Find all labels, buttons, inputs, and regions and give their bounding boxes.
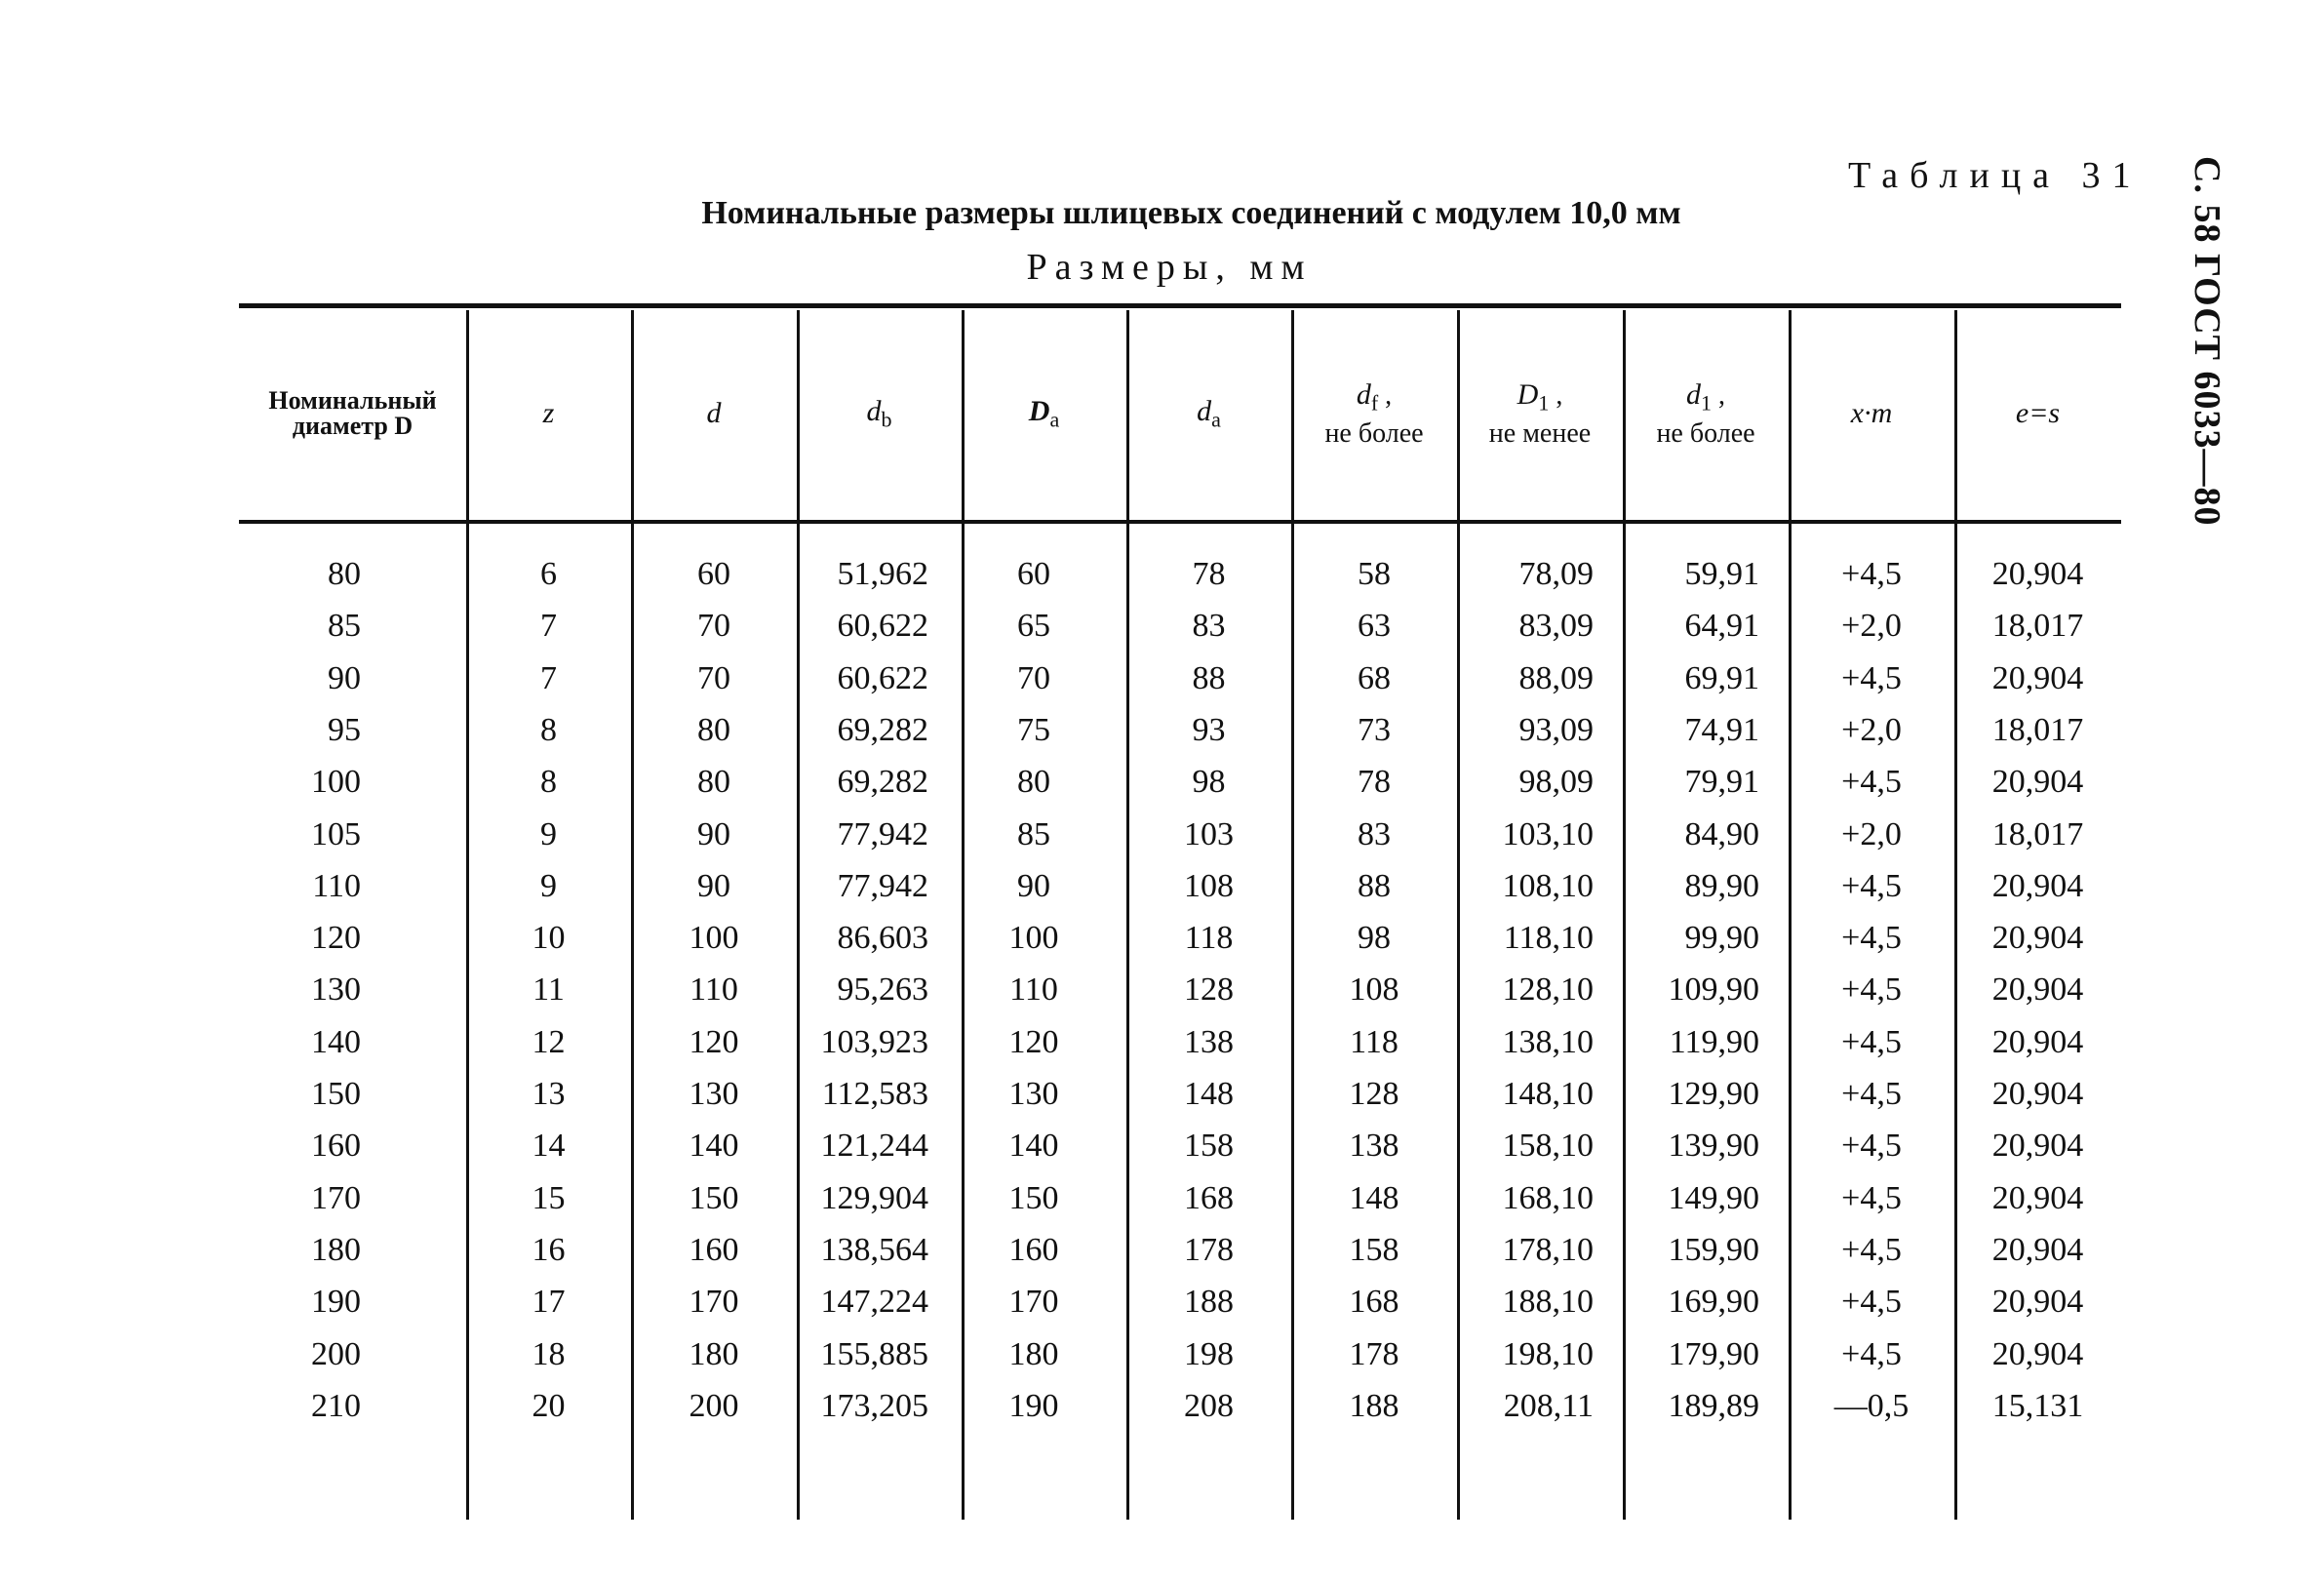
cell-d: 60 — [697, 556, 730, 592]
header-D1-note: не менее — [1488, 418, 1592, 450]
cell-es: 20,904 — [1991, 1024, 2084, 1060]
cell-d: 180 — [689, 1336, 739, 1372]
table-row — [0, 809, 2324, 861]
cell-z: 15 — [532, 1180, 566, 1216]
cell-da: 118 — [1184, 920, 1234, 956]
header-es-label: e=s — [2015, 397, 2061, 430]
header-z-label: z — [542, 397, 555, 430]
cell-d1: 74,91 — [1684, 712, 1759, 748]
header-db-subscript: b — [881, 408, 892, 433]
table-row — [0, 1380, 2324, 1433]
cell-df: 188 — [1349, 1388, 1399, 1424]
cell-db: 103,923 — [820, 1024, 928, 1060]
cell-nominal-diameter: 120 — [311, 920, 361, 956]
cell-da: 158 — [1184, 1128, 1234, 1164]
cell-D1: 78,09 — [1518, 556, 1594, 592]
header-d1 — [1623, 310, 1789, 517]
cell-df: 63 — [1358, 608, 1391, 644]
cell-Da: 65 — [1017, 608, 1050, 644]
cell-z: 7 — [540, 660, 557, 696]
cell-d: 80 — [697, 712, 730, 748]
cell-nominal-diameter: 105 — [311, 816, 361, 852]
table-subtitle: Размеры, мм — [1026, 247, 1313, 288]
cell-d1: 64,91 — [1684, 608, 1759, 644]
cell-df: 68 — [1358, 660, 1391, 696]
cell-Da: 75 — [1017, 712, 1050, 748]
table-header-rule — [239, 520, 2121, 524]
cell-d: 90 — [697, 816, 730, 852]
cell-Da: 90 — [1017, 868, 1050, 904]
table-row — [0, 1016, 2324, 1069]
cell-z: 17 — [532, 1284, 566, 1320]
cell-d1: 189,89 — [1668, 1388, 1759, 1424]
cell-da: 138 — [1184, 1024, 1234, 1060]
header-d1-comma: , — [1718, 379, 1725, 411]
header-db — [797, 310, 962, 517]
cell-d: 100 — [689, 920, 739, 956]
header-df-symbol: d — [1356, 377, 1371, 411]
cell-d1: 159,90 — [1668, 1232, 1759, 1268]
cell-da: 128 — [1184, 971, 1234, 1008]
cell-es: 20,904 — [1991, 1284, 2084, 1320]
cell-nominal-diameter: 140 — [311, 1024, 361, 1060]
cell-da: 168 — [1184, 1180, 1234, 1216]
cell-xm: +2,0 — [1841, 608, 1902, 644]
header-db-symbol: d — [866, 395, 882, 428]
cell-nominal-diameter: 95 — [328, 712, 361, 748]
cell-db: 86,603 — [837, 920, 928, 956]
cell-es: 15,131 — [1991, 1388, 2084, 1424]
cell-nominal-diameter: 110 — [312, 868, 361, 904]
cell-xm: +4,5 — [1841, 764, 1902, 800]
cell-nominal-diameter: 180 — [311, 1232, 361, 1268]
cell-d: 170 — [689, 1284, 739, 1320]
cell-xm: +4,5 — [1841, 1336, 1902, 1372]
cell-xm: +2,0 — [1841, 816, 1902, 852]
cell-Da: 150 — [1008, 1180, 1059, 1216]
header-es — [1954, 310, 2121, 517]
cell-z: 11 — [532, 971, 565, 1008]
cell-xm: +4,5 — [1841, 1076, 1902, 1112]
cell-xm: +4,5 — [1841, 868, 1902, 904]
cell-es: 20,904 — [1991, 1180, 2084, 1216]
page-side-header-text: С. 58 ГОСТ 6033—80 — [2186, 156, 2227, 527]
cell-df: 158 — [1349, 1232, 1399, 1268]
cell-Da: 120 — [1008, 1024, 1059, 1060]
cell-d: 120 — [689, 1024, 739, 1060]
table-row — [0, 860, 2324, 913]
table-row — [0, 653, 2324, 705]
cell-z: 14 — [532, 1128, 566, 1164]
cell-es: 20,904 — [1991, 1128, 2084, 1164]
table-row — [0, 1172, 2324, 1225]
cell-Da: 190 — [1008, 1388, 1059, 1424]
cell-D1: 138,10 — [1502, 1024, 1594, 1060]
cell-D1: 148,10 — [1502, 1076, 1594, 1112]
cell-nominal-diameter: 170 — [311, 1180, 361, 1216]
cell-nominal-diameter: 190 — [311, 1284, 361, 1320]
header-D1 — [1457, 310, 1623, 517]
cell-df: 128 — [1349, 1076, 1399, 1112]
cell-D1: 98,09 — [1518, 764, 1594, 800]
cell-z: 20 — [532, 1388, 566, 1424]
cell-xm: +4,5 — [1841, 1284, 1902, 1320]
cell-es: 18,017 — [1991, 608, 2084, 644]
cell-xm: +4,5 — [1841, 1024, 1902, 1060]
header-d-label: d — [706, 397, 722, 430]
cell-da: 178 — [1184, 1232, 1234, 1268]
cell-d: 200 — [689, 1388, 739, 1424]
cell-db: 147,224 — [820, 1284, 928, 1320]
cell-d1: 169,90 — [1668, 1284, 1759, 1320]
cell-df: 148 — [1349, 1180, 1399, 1216]
cell-da: 98 — [1192, 764, 1226, 800]
table-row — [0, 1276, 2324, 1328]
cell-db: 173,205 — [820, 1388, 928, 1424]
header-nominal-diameter-line1: Номинальный — [268, 386, 437, 415]
header-D1-subscript: 1 — [1538, 390, 1550, 416]
header-D1-comma: , — [1556, 379, 1563, 411]
header-d1-symbol: d — [1686, 377, 1701, 411]
cell-es: 20,904 — [1991, 1336, 2084, 1372]
header-df-subscript: f — [1370, 390, 1379, 416]
cell-da: 148 — [1184, 1076, 1234, 1112]
header-Da-subscript: a — [1049, 408, 1060, 433]
cell-z: 9 — [540, 816, 557, 852]
cell-d: 90 — [697, 868, 730, 904]
cell-es: 20,904 — [1991, 1232, 2084, 1268]
table-row — [0, 964, 2324, 1016]
cell-es: 20,904 — [1991, 764, 2084, 800]
cell-d: 70 — [697, 660, 730, 696]
cell-xm: +4,5 — [1841, 1232, 1902, 1268]
cell-db: 51,962 — [837, 556, 928, 592]
header-nominal-diameter — [239, 310, 466, 517]
table-row — [0, 1120, 2324, 1172]
cell-Da: 60 — [1017, 556, 1050, 592]
cell-nominal-diameter: 85 — [328, 608, 361, 644]
table-row — [0, 600, 2324, 653]
header-da — [1126, 310, 1291, 517]
cell-D1: 208,11 — [1503, 1388, 1594, 1424]
cell-da: 78 — [1192, 556, 1226, 592]
header-xm — [1789, 310, 1954, 517]
cell-db: 77,942 — [837, 816, 928, 852]
cell-nominal-diameter: 150 — [311, 1076, 361, 1112]
cell-d: 80 — [697, 764, 730, 800]
cell-df: 83 — [1358, 816, 1391, 852]
cell-d1: 89,90 — [1684, 868, 1759, 904]
cell-df: 88 — [1358, 868, 1391, 904]
header-d — [631, 310, 797, 517]
cell-nominal-diameter: 160 — [311, 1128, 361, 1164]
cell-da: 198 — [1184, 1336, 1234, 1372]
cell-es: 20,904 — [1991, 971, 2084, 1008]
header-d1-note: не более — [1656, 418, 1755, 450]
cell-xm: +4,5 — [1841, 660, 1902, 696]
cell-Da: 180 — [1008, 1336, 1059, 1372]
cell-Da: 170 — [1008, 1284, 1059, 1320]
cell-Da: 80 — [1017, 764, 1050, 800]
cell-Da: 140 — [1008, 1128, 1059, 1164]
cell-d: 110 — [689, 971, 738, 1008]
cell-z: 6 — [540, 556, 557, 592]
header-D1-symbol: D — [1517, 377, 1539, 411]
cell-df: 108 — [1349, 971, 1399, 1008]
cell-d: 70 — [697, 608, 730, 644]
cell-da: 108 — [1184, 868, 1234, 904]
cell-db: 69,282 — [837, 712, 928, 748]
cell-df: 78 — [1358, 764, 1391, 800]
table-row — [0, 1068, 2324, 1121]
table-row — [0, 1224, 2324, 1277]
header-xm-label: x·m — [1850, 397, 1893, 430]
cell-xm: +4,5 — [1841, 920, 1902, 956]
cell-es: 20,904 — [1991, 660, 2084, 696]
cell-nominal-diameter: 100 — [311, 764, 361, 800]
cell-df: 168 — [1349, 1284, 1399, 1320]
cell-db: 95,263 — [837, 971, 928, 1008]
cell-da: 103 — [1184, 816, 1234, 852]
table-row — [0, 548, 2324, 601]
cell-db: 60,622 — [837, 608, 928, 644]
cell-Da: 70 — [1017, 660, 1050, 696]
cell-d1: 179,90 — [1668, 1336, 1759, 1372]
cell-z: 18 — [532, 1336, 566, 1372]
cell-D1: 168,10 — [1502, 1180, 1594, 1216]
cell-Da: 100 — [1008, 920, 1059, 956]
cell-df: 98 — [1358, 920, 1391, 956]
cell-xm: +2,0 — [1841, 712, 1902, 748]
cell-xm: —0,5 — [1833, 1388, 1910, 1424]
table-row — [0, 1328, 2324, 1381]
header-z — [466, 310, 631, 517]
cell-db: 77,942 — [837, 868, 928, 904]
cell-z: 8 — [540, 764, 557, 800]
cell-Da: 130 — [1008, 1076, 1059, 1112]
header-Da — [962, 310, 1126, 517]
cell-da: 88 — [1192, 660, 1226, 696]
cell-db: 121,244 — [820, 1128, 928, 1164]
cell-nominal-diameter: 80 — [328, 556, 361, 592]
cell-d: 130 — [689, 1076, 739, 1112]
cell-Da: 110 — [1009, 971, 1058, 1008]
cell-z: 7 — [540, 608, 557, 644]
cell-d1: 119,90 — [1669, 1024, 1759, 1060]
cell-D1: 103,10 — [1502, 816, 1594, 852]
cell-d1: 59,91 — [1684, 556, 1759, 592]
table-title: Номинальные размеры шлицевых соединений с модулем 10,0 мм — [701, 195, 1681, 231]
cell-db: 69,282 — [837, 764, 928, 800]
cell-d: 150 — [689, 1180, 739, 1216]
cell-db: 60,622 — [837, 660, 928, 696]
cell-es: 20,904 — [1991, 920, 2084, 956]
cell-z: 9 — [540, 868, 557, 904]
cell-D1: 178,10 — [1502, 1232, 1594, 1268]
cell-db: 112,583 — [821, 1076, 928, 1112]
cell-D1: 83,09 — [1518, 608, 1594, 644]
cell-es: 20,904 — [1991, 868, 2084, 904]
cell-da: 93 — [1192, 712, 1226, 748]
cell-z: 13 — [532, 1076, 566, 1112]
table-row — [0, 756, 2324, 809]
cell-es: 20,904 — [1991, 556, 2084, 592]
cell-es: 18,017 — [1991, 712, 2084, 748]
header-df-comma: , — [1385, 379, 1393, 411]
cell-d: 160 — [689, 1232, 739, 1268]
header-d1-subscript: 1 — [1701, 390, 1712, 416]
cell-db: 138,564 — [820, 1232, 928, 1268]
cell-es: 20,904 — [1991, 1076, 2084, 1112]
cell-D1: 158,10 — [1502, 1128, 1594, 1164]
table-number-label: Таблица 31 — [1848, 155, 2143, 196]
cell-nominal-diameter: 90 — [328, 660, 361, 696]
cell-db: 155,885 — [820, 1336, 928, 1372]
cell-df: 178 — [1349, 1336, 1399, 1372]
header-df — [1291, 310, 1457, 517]
header-da-subscript: a — [1211, 408, 1221, 433]
cell-d1: 129,90 — [1668, 1076, 1759, 1112]
cell-d: 140 — [689, 1128, 739, 1164]
cell-da: 188 — [1184, 1284, 1234, 1320]
cell-z: 16 — [532, 1232, 566, 1268]
cell-xm: +4,5 — [1841, 556, 1902, 592]
cell-da: 83 — [1192, 608, 1226, 644]
cell-xm: +4,5 — [1841, 971, 1902, 1008]
cell-nominal-diameter: 200 — [311, 1336, 361, 1372]
cell-D1: 118,10 — [1503, 920, 1594, 956]
cell-d1: 109,90 — [1668, 971, 1759, 1008]
header-df-note: не более — [1324, 418, 1424, 450]
cell-D1: 93,09 — [1518, 712, 1594, 748]
cell-Da: 160 — [1008, 1232, 1059, 1268]
cell-xm: +4,5 — [1841, 1180, 1902, 1216]
cell-d1: 84,90 — [1684, 816, 1759, 852]
table-top-rule — [239, 303, 2121, 308]
cell-df: 58 — [1358, 556, 1391, 592]
cell-xm: +4,5 — [1841, 1128, 1902, 1164]
cell-Da: 85 — [1017, 816, 1050, 852]
header-Da-symbol: D — [1028, 395, 1050, 428]
cell-D1: 188,10 — [1502, 1284, 1594, 1320]
cell-da: 208 — [1184, 1388, 1234, 1424]
header-nominal-diameter-line2: диаметр D — [292, 412, 414, 440]
cell-d1: 99,90 — [1684, 920, 1759, 956]
cell-D1: 128,10 — [1502, 971, 1594, 1008]
table-row — [0, 912, 2324, 965]
cell-z: 10 — [532, 920, 566, 956]
cell-D1: 198,10 — [1502, 1336, 1594, 1372]
cell-d1: 69,91 — [1684, 660, 1759, 696]
cell-D1: 108,10 — [1502, 868, 1594, 904]
cell-es: 18,017 — [1991, 816, 2084, 852]
cell-df: 73 — [1358, 712, 1391, 748]
header-da-symbol: d — [1197, 395, 1212, 428]
cell-d1: 79,91 — [1684, 764, 1759, 800]
cell-z: 8 — [540, 712, 557, 748]
cell-df: 118 — [1350, 1024, 1398, 1060]
cell-db: 129,904 — [820, 1180, 928, 1216]
cell-z: 12 — [532, 1024, 566, 1060]
cell-d1: 149,90 — [1668, 1180, 1759, 1216]
cell-df: 138 — [1349, 1128, 1399, 1164]
cell-D1: 88,09 — [1518, 660, 1594, 696]
cell-d1: 139,90 — [1668, 1128, 1759, 1164]
cell-nominal-diameter: 210 — [311, 1388, 361, 1424]
table-row — [0, 704, 2324, 757]
cell-nominal-diameter: 130 — [311, 971, 361, 1008]
